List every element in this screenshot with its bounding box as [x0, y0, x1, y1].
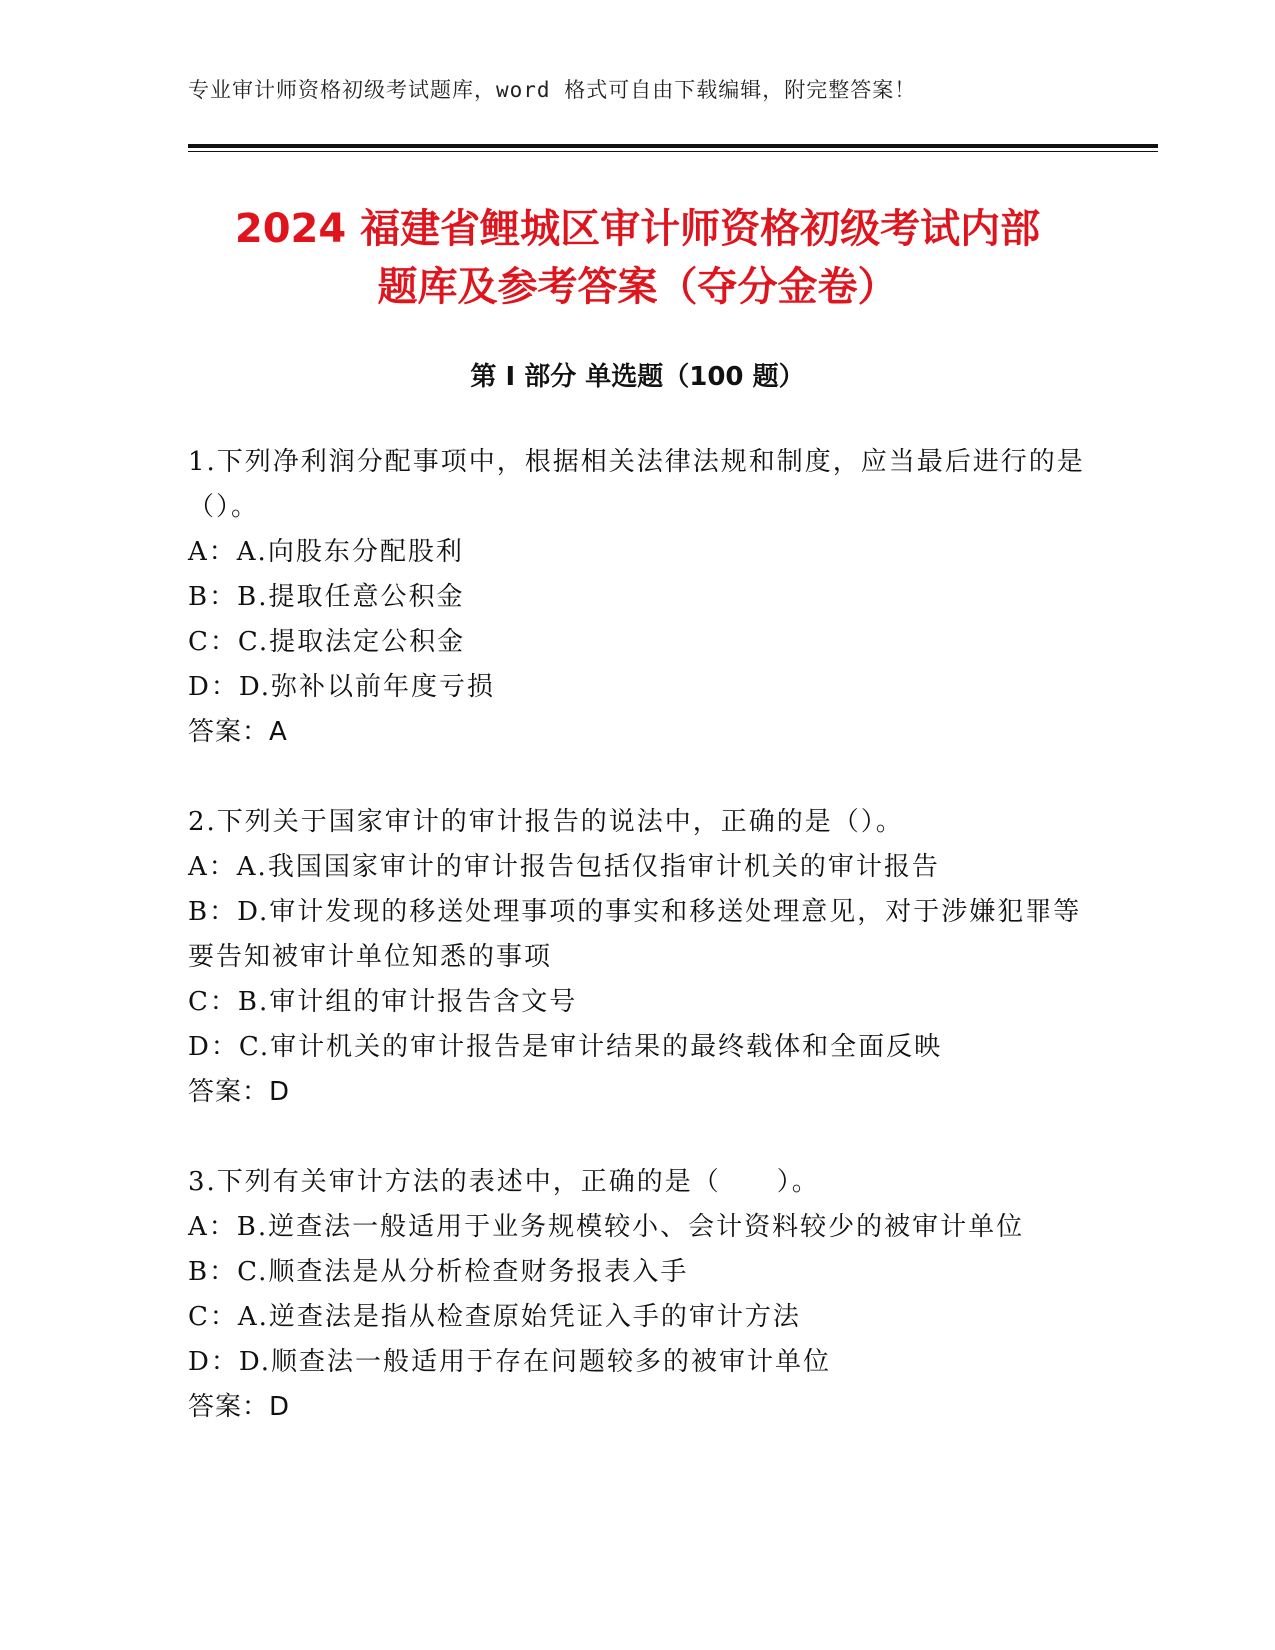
option-d: D：D.顺查法一般适用于存在问题较多的被审计单位: [188, 1347, 832, 1377]
answer-label: 答案：: [188, 1392, 270, 1422]
question-stem: 3.下列有关审计方法的表述中，正确的是（ ）。: [188, 1167, 820, 1197]
option-c: C：A.逆查法是指从检查原始凭证入手的审计方法: [188, 1302, 801, 1332]
header-divider-thick: [188, 144, 1158, 148]
question-item: [188, 1160, 1088, 1430]
answer-value: D: [269, 1077, 291, 1107]
header-divider-thin: [188, 151, 1158, 152]
question-list: [188, 440, 1088, 1475]
answer-label: 答案：: [188, 1077, 270, 1107]
answer-line: [188, 1385, 1088, 1430]
section-heading: 第 I 部分 单选题（100 题）: [470, 362, 805, 392]
title-line-2: 题库及参考答案（夺分金卷）: [377, 264, 898, 310]
answer-line: [188, 1070, 1088, 1115]
question-stem: 2.下列关于国家审计的审计报告的说法中，正确的是（）。: [188, 807, 904, 837]
answer-value: A: [269, 717, 288, 747]
answer-line: [188, 710, 1088, 755]
option-a: A：B.逆查法一般适用于业务规模较小、会计资料较少的被审计单位: [188, 1212, 1025, 1242]
option-d: D：C.审计机关的审计报告是审计结果的最终载体和全面反映: [188, 1032, 943, 1062]
option-c: C：B.审计组的审计报告含文号: [188, 987, 578, 1017]
answer-label: 答案：: [188, 717, 270, 747]
option-b: B：C.顺查法是从分析检查财务报表入手: [188, 1257, 689, 1287]
header-note: 专业审计师资格初级考试题库，word 格式可自由下载编辑，附完整答案！: [188, 78, 917, 102]
option-a: A：A.向股东分配股利: [188, 537, 464, 567]
answer-value: D: [269, 1392, 291, 1422]
option-d: D：D.弥补以前年度亏损: [188, 672, 496, 702]
question-item: [188, 440, 1088, 755]
option-b: B：B.提取任意公积金: [188, 582, 465, 612]
document-title: [0, 200, 1275, 316]
option-a: A：A.我国国家审计的审计报告包括仅指审计机关的审计报告: [188, 852, 940, 882]
option-c: C：C.提取法定公积金: [188, 627, 466, 657]
question-stem: 1.下列净利润分配事项中，根据相关法律法规和制度，应当最后进行的是（）。: [188, 447, 1085, 522]
title-line-1: 2024 福建省鲤城区审计师资格初级考试内部: [234, 206, 1041, 252]
question-item: [188, 800, 1088, 1115]
option-b: B：D.审计发现的移送处理事项的事实和移送处理意见，对于涉嫌犯罪等要告知被审计单位知悉的事项: [188, 897, 1082, 972]
